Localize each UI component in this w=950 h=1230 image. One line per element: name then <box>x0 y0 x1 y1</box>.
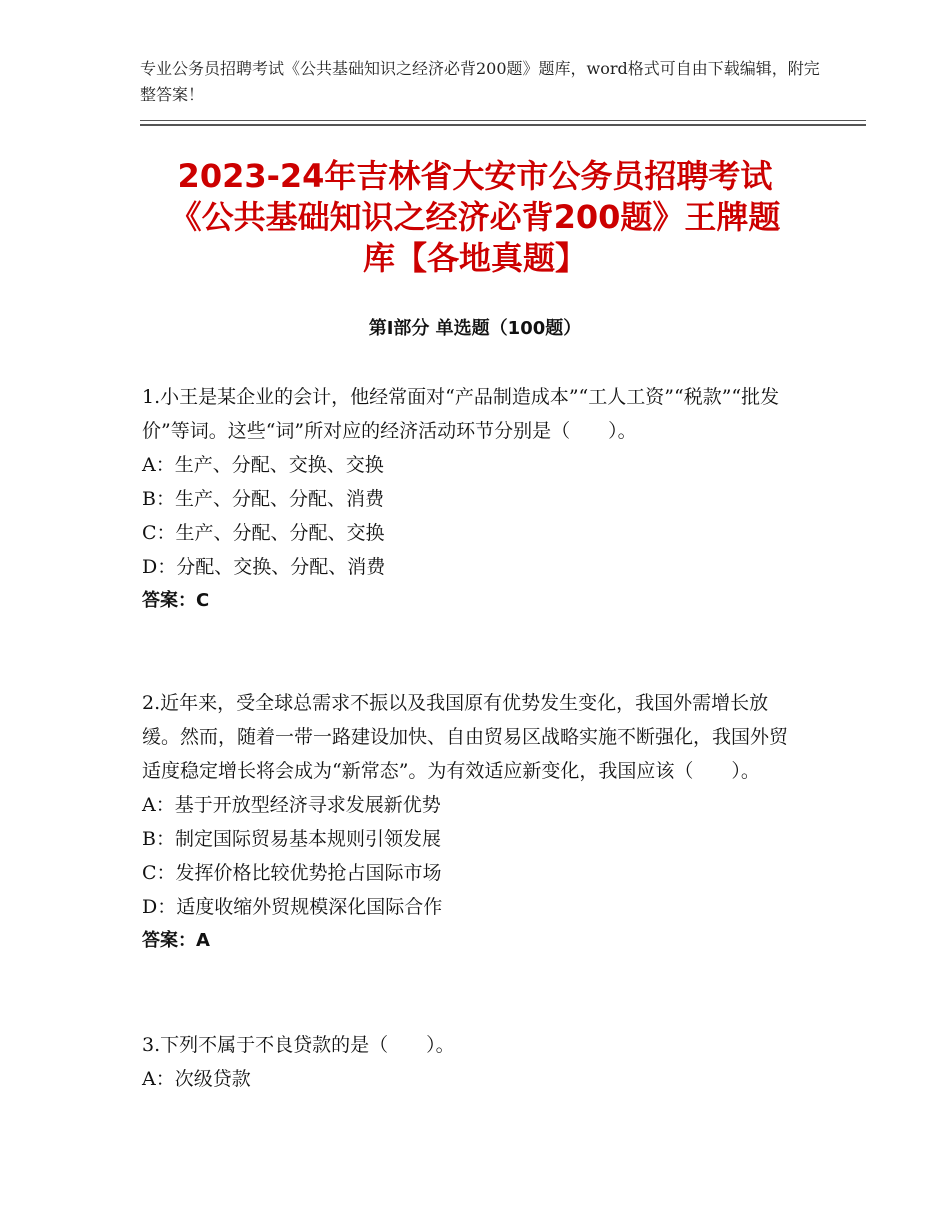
title-line-2: 《公共基础知识之经济必背200题》王牌题 <box>169 198 781 236</box>
header-note: 专业公务员招聘考试《公共基础知识之经济必背200题》题库，word格式可自由下载编辑，附完整答案！ <box>140 59 820 104</box>
section-title: 第Ⅰ部分 单选题（100题） <box>368 318 582 339</box>
question-2 <box>142 686 797 958</box>
answer: 答案：C <box>142 590 210 611</box>
option-a: A：基于开放型经济寻求发展新优势 <box>142 794 441 816</box>
header-divider-thick <box>140 124 866 126</box>
answer: 答案：A <box>142 930 210 951</box>
question-3 <box>142 1028 797 1096</box>
option-c: C：发挥价格比较优势抢占国际市场 <box>142 862 442 884</box>
document-title <box>120 156 830 279</box>
question-stem: 2.近年来，受全球总需求不振以及我国原有优势发生变化，我国外需增长放缓。然而，随着一带一路建设加快、自由贸易区战略实施不断强化，我国外贸适度稳定增长将会成为“新常态”。为有效适应新变化，我国应该（ ）。 <box>142 692 789 782</box>
option-a: A：次级贷款 <box>142 1068 251 1090</box>
header-divider-thin <box>140 120 866 121</box>
option-b: B：制定国际贸易基本规则引领发展 <box>142 828 441 850</box>
option-c: C：生产、分配、分配、交换 <box>142 522 385 544</box>
question-stem: 3.下列不属于不良贷款的是（ ）。 <box>142 1034 455 1056</box>
option-b: B：生产、分配、分配、消费 <box>142 488 384 510</box>
option-d: D：适度收缩外贸规模深化国际合作 <box>142 896 443 918</box>
title-line-1: 2023-24年吉林省大安市公务员招聘考试 <box>177 157 773 195</box>
option-d: D：分配、交换、分配、消费 <box>142 556 386 578</box>
option-a: A：生产、分配、交换、交换 <box>142 454 384 476</box>
question-stem: 1.小王是某企业的会计，他经常面对“产品制造成本”“工人工资”“税款”“批发价”等词。这些“词”所对应的经济活动环节分别是（ ）。 <box>142 386 780 442</box>
title-line-3: 库【各地真题】 <box>362 239 587 277</box>
question-1 <box>142 380 797 618</box>
